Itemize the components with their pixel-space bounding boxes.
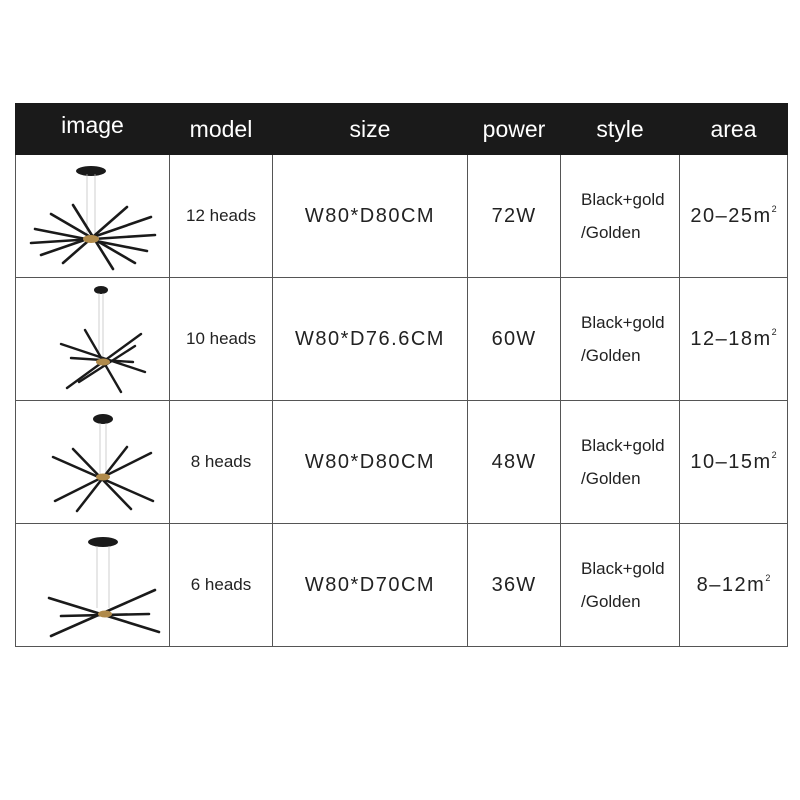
chandelier-10-heads-icon	[23, 282, 163, 397]
power-cell: 48W	[468, 401, 561, 524]
spec-table	[15, 103, 788, 647]
chandelier-8-heads-icon	[23, 405, 163, 520]
area-unit-sup: 2	[765, 572, 771, 583]
style-line-2: /Golden	[581, 469, 641, 488]
style-line-2: /Golden	[581, 346, 641, 365]
header-image: image	[16, 104, 170, 155]
size-cell: W80*D76.6CM	[273, 278, 468, 401]
style-cell	[561, 278, 680, 401]
area-unit-sup: 2	[771, 326, 777, 337]
style-line-1: Black+gold	[581, 313, 665, 332]
area-cell	[680, 401, 788, 524]
table-row	[16, 401, 788, 524]
area-value: 10–15m	[690, 450, 772, 473]
model-cell: 10 heads	[170, 278, 273, 401]
size-cell: W80*D80CM	[273, 155, 468, 278]
header-size: size	[273, 104, 468, 155]
area-value: 8–12m	[696, 573, 766, 596]
model-cell: 12 heads	[170, 155, 273, 278]
style-cell	[561, 155, 680, 278]
header-model: model	[170, 104, 273, 155]
power-cell: 72W	[468, 155, 561, 278]
area-cell	[680, 278, 788, 401]
header-row	[16, 104, 788, 155]
style-cell	[561, 524, 680, 647]
area-cell	[680, 155, 788, 278]
header-area: area	[680, 104, 788, 155]
model-cell: 6 heads	[170, 524, 273, 647]
header-power: power	[468, 104, 561, 155]
power-cell: 60W	[468, 278, 561, 401]
area-value: 20–25m	[690, 204, 772, 227]
header-style: style	[561, 104, 680, 155]
area-value: 12–18m	[690, 327, 772, 350]
size-cell: W80*D80CM	[273, 401, 468, 524]
style-line-2: /Golden	[581, 223, 641, 242]
image-cell	[16, 155, 170, 278]
size-cell: W80*D70CM	[273, 524, 468, 647]
image-cell	[16, 278, 170, 401]
image-cell	[16, 401, 170, 524]
style-cell	[561, 401, 680, 524]
area-unit-sup: 2	[771, 449, 777, 460]
chandelier-6-heads-icon	[23, 528, 163, 643]
power-cell: 36W	[468, 524, 561, 647]
style-line-1: Black+gold	[581, 559, 665, 578]
image-cell	[16, 524, 170, 647]
style-line-1: Black+gold	[581, 436, 665, 455]
area-cell	[680, 524, 788, 647]
table-row	[16, 524, 788, 647]
style-line-2: /Golden	[581, 592, 641, 611]
style-line-1: Black+gold	[581, 190, 665, 209]
model-cell: 8 heads	[170, 401, 273, 524]
area-unit-sup: 2	[771, 203, 777, 214]
chandelier-12-heads-icon	[23, 159, 163, 274]
table-row	[16, 155, 788, 278]
table-row	[16, 278, 788, 401]
